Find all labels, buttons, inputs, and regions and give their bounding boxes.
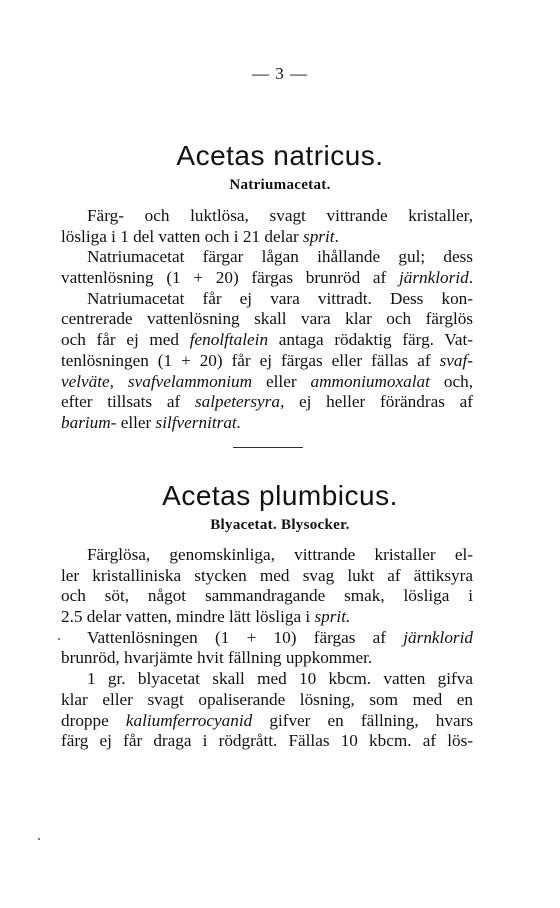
text-line: 2.5 delar vatten, mindre lätt lösliga i sprit.: [61, 607, 351, 627]
text-line: Färg- och luktlösa, svagt vittrande kristaller,: [87, 206, 473, 225]
text-line: och söt, något sammandragande smak, lösliga i: [61, 586, 473, 606]
text-line: velväte, svafvelammonium eller ammoniumoxalat och,: [61, 371, 473, 391]
text-line: Färglösa, genomskinliga, vittrande kristaller el-: [87, 545, 473, 564]
text-line: Natriumacetat färgar lågan ihållande gul; dess: [87, 247, 473, 267]
text-line: barium- eller silfvernitrat.: [61, 412, 241, 432]
text-line: färg ej får draga i rödgrått. Fällas 10 kbcm. af lös-: [61, 731, 473, 751]
section-title-plumbicus: Acetas plumbicus.: [162, 480, 398, 511]
text-line: brunröd, hvarjämte hvit fällning uppkommer.: [61, 648, 373, 668]
text-line: 1 gr. blyacetat skall med 10 kbcm. vatten gifva: [87, 669, 473, 689]
text-line: tenlösningen (1 + 20) får ej färgas eller fällas af svaf-: [61, 350, 473, 370]
section-body-natricus: [61, 206, 473, 434]
text-line: droppe kaliumferrocyanid gifver en fällning, hvars: [61, 710, 473, 730]
print-speck: [58, 638, 60, 640]
text-line: ler kristalliniska stycken med svag lukt af ättiksyra: [61, 565, 473, 585]
text-line: Vattenlösningen (1 + 10) färgas af järnklorid: [87, 627, 473, 647]
text-line: vattenlösning (1 + 20) färgas brunröd af järnklorid.: [61, 268, 473, 288]
page-number: — 3 —: [252, 64, 308, 83]
text-line: och får ej med fenolftalein antaga rödaktig färg. Vat-: [61, 330, 473, 350]
section-body-plumbicus: [61, 545, 473, 752]
section-subtitle-natricus: Natriumacetat.: [229, 177, 331, 193]
text-line: efter tillsats af salpetersyra, ej heller förändras af: [61, 392, 473, 412]
section-title-natricus: Acetas natricus.: [176, 140, 384, 171]
text-line: Natriumacetat får ej vara vittradt. Dess kon-: [87, 288, 473, 308]
print-speck: [38, 838, 40, 840]
section-subtitle-plumbicus: Blyacetat. Blysocker.: [210, 517, 350, 533]
text-line: klar eller svagt opaliserande lösning, som med en: [61, 689, 473, 709]
text-line: lösliga i 1 del vatten och i 21 delar sprit.: [61, 226, 339, 246]
section-divider: [233, 447, 303, 448]
text-line: centrerade vattenlösning skall vara klar och färglös: [61, 309, 473, 329]
